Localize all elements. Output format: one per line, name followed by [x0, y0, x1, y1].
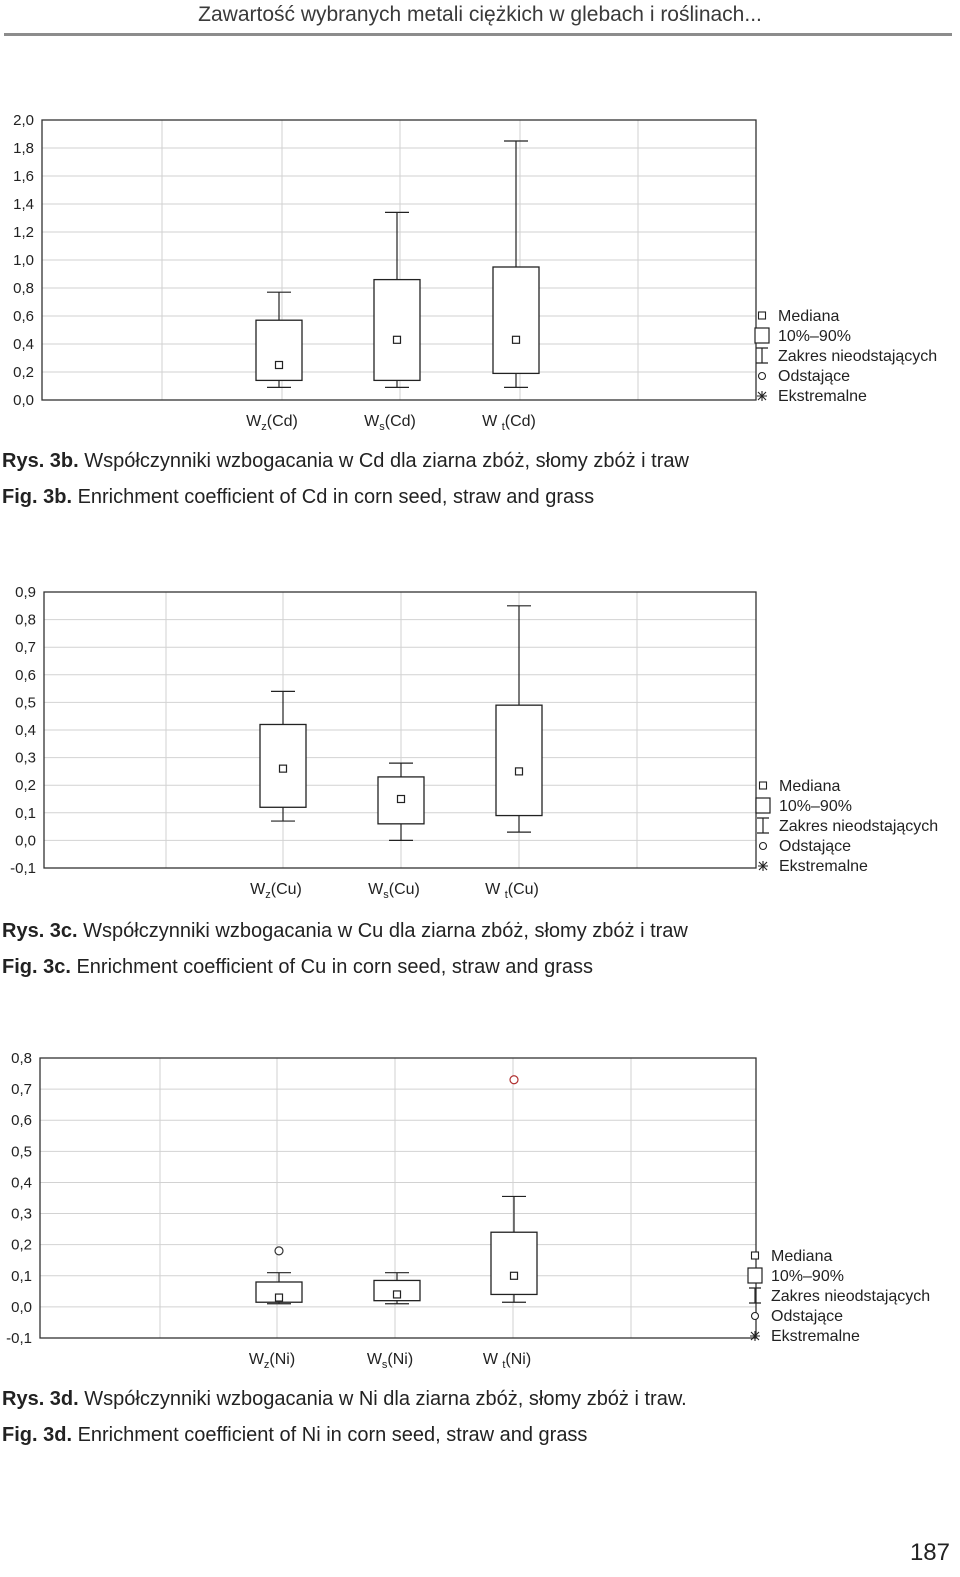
legend-label: Odstające	[778, 368, 851, 385]
y-tick-label: 0,6	[11, 1112, 32, 1130]
legend-label: 10%–90%	[778, 328, 851, 345]
legend-outlier-icon	[759, 373, 766, 380]
category-base: W	[364, 413, 380, 430]
legend-label: Ekstremalne	[778, 388, 867, 405]
legend	[748, 1248, 930, 1345]
y-tick-label: -0,1	[6, 1330, 32, 1347]
y-tick-label: 0,2	[11, 1236, 32, 1254]
y-tick-label: 0,8	[13, 280, 34, 297]
legend-label: Ekstremalne	[771, 1328, 860, 1345]
category-base: W	[482, 413, 502, 430]
boxplot-group	[256, 292, 302, 387]
category-subscript: s	[379, 421, 385, 433]
median-marker	[511, 1272, 518, 1279]
category-base: W	[248, 1351, 264, 1368]
y-tick-label: 0,4	[13, 336, 34, 353]
caption-en-text: Enrichment coefficient of Cu in corn seed, straw and grass	[76, 956, 594, 978]
y-tick-label: 0,6	[13, 308, 34, 325]
boxplot-group	[374, 212, 420, 387]
y-tick-label: 0,4	[15, 722, 36, 739]
legend-label: Mediana	[779, 778, 841, 795]
y-tick-label: 0,4	[11, 1174, 32, 1192]
x-category-label	[364, 413, 416, 433]
boxplot-group	[496, 606, 542, 832]
y-tick-label: 0,2	[15, 777, 36, 795]
median-marker	[398, 796, 405, 803]
category-subscript: t	[504, 889, 508, 901]
box-10-90	[493, 267, 539, 373]
median-marker	[276, 1294, 283, 1301]
category-element: (Cd)	[266, 413, 298, 430]
category-subscript: s	[383, 889, 389, 901]
caption-en-text: Enrichment coefficient of Cd in corn seed, straw and grass	[77, 486, 595, 508]
legend-label: Mediana	[771, 1248, 833, 1265]
category-element: (Ni)	[269, 1351, 296, 1368]
category-element: (Ni)	[505, 1351, 532, 1368]
box-10-90	[374, 280, 420, 381]
caption-en-label: Fig. 3b.	[2, 486, 72, 508]
legend-median-icon	[759, 312, 766, 319]
y-tick-label: 0,3	[11, 1205, 32, 1223]
legend-whisker-icon	[749, 1288, 761, 1303]
legend-box-icon	[755, 328, 769, 343]
category-element: (Cu)	[270, 881, 302, 898]
y-tick-label: 2,0	[13, 112, 34, 129]
category-element: (Cd)	[384, 413, 416, 430]
caption-pl-text: Współczynniki wzbogacania w Cu dla ziarna zbóż, słomy zbóż i traw	[83, 920, 688, 942]
caption-en-label: Fig. 3c.	[2, 956, 71, 978]
boxplot-chart-cd	[0, 100, 960, 440]
y-tick-label: 0,1	[11, 1267, 32, 1285]
y-tick-label: 0,0	[11, 1298, 32, 1316]
legend-box-icon	[748, 1268, 762, 1283]
x-category-label	[367, 1351, 413, 1371]
legend-median-icon	[760, 782, 767, 789]
category-base: W	[250, 881, 266, 898]
category-subscript: s	[381, 1359, 388, 1371]
x-category-label	[485, 881, 539, 901]
y-tick-label: 1,6	[13, 168, 34, 185]
median-marker	[280, 765, 287, 772]
category-element: (Cd)	[504, 413, 536, 430]
category-element: (Cu)	[388, 881, 420, 898]
y-tick-label: 0,7	[11, 1081, 32, 1099]
category-base: W	[246, 413, 262, 430]
caption-en	[2, 1424, 587, 1447]
legend-outlier-icon	[752, 1313, 759, 1320]
legend	[756, 778, 938, 875]
legend-label: 10%–90%	[771, 1268, 844, 1285]
legend-label: Mediana	[778, 308, 840, 325]
category-base: W	[485, 881, 505, 898]
category-element: (Ni)	[387, 1351, 414, 1368]
x-category-label	[483, 1351, 531, 1371]
boxplot-chart-cu	[0, 572, 960, 912]
y-tick-label: 1,4	[13, 196, 34, 213]
y-tick-label: 0,5	[11, 1143, 32, 1161]
header-rule	[4, 33, 952, 36]
legend-label: Zakres nieodstających	[779, 818, 939, 835]
caption-pl-text: Współczynniki wzbogacania w Cd dla ziarna zbóż, słomy zbóż i traw	[84, 450, 689, 472]
caption-pl-label: Rys. 3b.	[2, 450, 79, 472]
caption-en	[2, 956, 593, 979]
outlier-point	[275, 1247, 283, 1255]
legend-box-icon	[756, 798, 770, 813]
y-tick-label: 0,3	[15, 749, 36, 767]
legend-median-icon	[752, 1252, 759, 1259]
caption-pl-label: Rys. 3d.	[2, 1388, 79, 1410]
y-tick-label: 1,0	[13, 252, 34, 269]
figure-cd	[0, 100, 960, 520]
x-category-label	[250, 881, 302, 901]
y-tick-label: 0,1	[15, 804, 36, 822]
legend-extreme-icon	[757, 391, 767, 401]
legend	[755, 308, 937, 405]
page-number: 187	[909, 1539, 950, 1566]
y-tick-label: 0,8	[11, 1050, 32, 1067]
y-tick-label: 0,2	[13, 364, 34, 381]
y-tick-label: 0,0	[13, 392, 34, 409]
legend-label: Zakres nieodstających	[771, 1288, 931, 1305]
median-marker	[394, 336, 401, 343]
legend-extreme-icon	[758, 861, 768, 871]
y-tick-label: 1,8	[13, 140, 34, 157]
boxplot-chart-ni	[0, 1040, 960, 1380]
y-tick-label: 1,2	[13, 224, 34, 241]
category-subscript: z	[263, 1359, 270, 1371]
y-tick-label: 0,8	[15, 611, 36, 629]
figure-cu	[0, 572, 960, 992]
caption-en-label: Fig. 3d.	[2, 1424, 72, 1446]
boxplot-group	[378, 763, 424, 840]
category-base: W	[482, 1351, 503, 1368]
y-tick-label: 0,6	[15, 666, 36, 684]
legend-label: Zakres nieodstających	[778, 348, 938, 365]
box-10-90	[256, 320, 302, 380]
running-head: Zawartość wybranych metali ciężkich w glebach i roślinach...	[198, 3, 762, 26]
category-subscript: t	[502, 1359, 506, 1371]
category-subscript: z	[261, 421, 267, 433]
category-base: W	[368, 881, 384, 898]
boxplot-group	[493, 141, 539, 387]
x-category-label	[368, 881, 420, 901]
boxplot-group	[491, 1076, 537, 1302]
caption-pl-text: Współczynniki wzbogacania w Ni dla ziarna zbóż, słomy zbóż i traw.	[84, 1388, 687, 1410]
caption-pl	[2, 1388, 687, 1411]
median-marker	[394, 1291, 401, 1298]
boxplot-group	[260, 691, 306, 821]
y-tick-label: 0,7	[15, 639, 36, 657]
y-tick-label: 0,5	[15, 694, 36, 712]
caption-en-text: Enrichment coefficient of Ni in corn seed, straw and grass	[77, 1424, 588, 1446]
legend-extreme-icon	[750, 1331, 760, 1341]
x-category-label	[246, 413, 298, 433]
box-10-90	[496, 705, 542, 815]
legend-label: 10%–90%	[779, 798, 852, 815]
legend-label: Odstające	[771, 1308, 844, 1325]
y-tick-label: -0,1	[10, 860, 36, 877]
caption-pl-label: Rys. 3c.	[2, 920, 78, 942]
category-base: W	[366, 1351, 382, 1368]
median-marker	[516, 768, 523, 775]
caption-en	[2, 486, 594, 509]
median-marker	[513, 336, 520, 343]
y-tick-label: 0,9	[15, 584, 36, 601]
y-tick-label: 0,0	[15, 832, 36, 850]
median-marker	[276, 362, 283, 369]
caption-pl	[2, 450, 689, 473]
x-category-label	[249, 1351, 295, 1371]
legend-outlier-icon	[760, 843, 767, 850]
x-category-label	[482, 413, 536, 433]
legend-whisker-icon	[756, 348, 768, 363]
category-subscript: t	[501, 421, 505, 433]
box-10-90	[491, 1232, 537, 1294]
figure-ni	[0, 1040, 960, 1460]
boxplot-group	[374, 1273, 420, 1304]
legend-whisker-icon	[757, 818, 769, 833]
legend-label: Ekstremalne	[779, 858, 868, 875]
legend-label: Odstające	[779, 838, 852, 855]
category-element: (Cu)	[507, 881, 539, 898]
category-subscript: z	[265, 889, 271, 901]
caption-pl	[2, 920, 688, 943]
outlier-point	[510, 1076, 518, 1084]
